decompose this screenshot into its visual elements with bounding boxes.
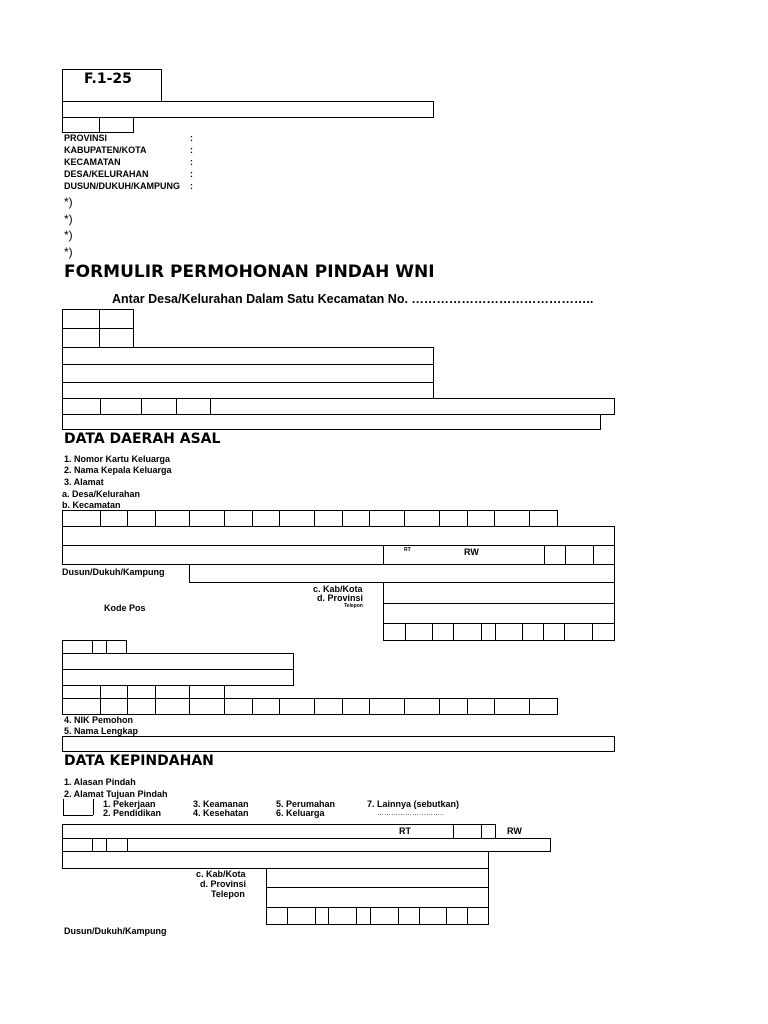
colon: : [190,169,193,179]
asterisk-note: *) [64,245,73,259]
reason-2: 2. Pendidikan [103,808,162,818]
colon: : [190,157,193,167]
label-kecamatan: KECAMATAN [64,157,121,167]
header-field[interactable] [62,101,434,118]
asal-dusun-label: Dusun/Dukuh/Kampung [62,567,165,577]
title-row[interactable] [62,347,434,365]
asal-item-3b: b. Kecamatan [62,500,121,510]
reason-5: 5. Perumahan [276,799,336,809]
reason-1: 1. Pekerjaan [103,799,156,809]
asal-item-1: 1. Nomor Kartu Keluarga [64,454,171,464]
tujuan-dusun-label: Dusun/Dukuh/Kampung [64,926,167,936]
title-row[interactable] [62,364,434,383]
asal-kab-field[interactable] [383,582,615,604]
section-heading-kepindahan: DATA KEPINDAHAN [64,753,214,769]
kepindahan-item-2: 2. Alamat Tujuan Pindah [64,789,168,799]
title-cell[interactable] [99,309,134,329]
asterisk-note: *) [64,228,73,242]
form-code: F.1-25 [84,71,132,87]
label-dusun: DUSUN/DUKUH/KAMPUNG [64,181,180,191]
asal-rw-label: RW [464,547,479,557]
asal-kodepos-label: Kode Pos [104,603,146,613]
kepala-keluarga-field[interactable] [62,526,615,546]
colon: : [190,145,193,155]
header-cell-2[interactable] [99,117,134,133]
asal-kab-label: c. Kab/Kota [313,584,363,594]
section-heading-asal: DATA DAERAH ASAL [64,431,221,447]
form-title: FORMULIR PERMOHONAN PINDAH WNI [64,262,435,282]
tujuan-row[interactable] [62,851,489,869]
tujuan-kab-label: c. Kab/Kota [196,869,246,879]
label-desa-kelurahan: DESA/KELURAHAN [64,169,149,179]
reason-4: 4. Kesehatan [193,808,249,818]
asal-extra-cells[interactable] [62,685,225,699]
asal-telepon-label: Telepon [344,603,363,609]
tujuan-prov-field[interactable] [266,887,489,908]
asal-extra-row[interactable] [62,669,294,686]
reason-6: 6. Keluarga [276,808,325,818]
nama-lengkap-field[interactable] [62,736,615,752]
title-cell[interactable] [99,328,134,348]
tujuan-prov-label: d. Provinsi [200,879,247,889]
asal-item-2: 2. Nama Kepala Keluarga [64,465,172,475]
tujuan-telepon-label: Telepon [211,889,245,899]
kepindahan-item-1: 1. Alasan Pindah [64,777,136,787]
nik-pemohon-field[interactable] [62,698,558,715]
asterisk-note: *) [64,195,73,209]
tujuan-telepon-field[interactable] [266,907,489,925]
asal-item-5: 5. Nama Lengkap [64,726,139,736]
tujuan-rt-label: RT [399,826,411,836]
colon: : [190,181,193,191]
title-cell[interactable] [62,309,100,329]
reason-7-dots: ……………………….. [377,810,444,817]
label-kabupaten-kota: KABUPATEN/KOTA [64,145,147,155]
asal-prov-field[interactable] [383,603,615,624]
title-row[interactable] [62,382,434,399]
asal-extra-row[interactable] [62,653,294,670]
kodepos-field[interactable] [62,640,127,654]
reason-7: 7. Lainnya (sebutkan) [367,799,460,809]
alamat-field[interactable] [62,545,615,565]
asal-telepon-field[interactable] [383,623,615,641]
reason-3: 3. Keamanan [193,799,249,809]
title-row[interactable] [62,414,601,430]
tujuan-kodepos-field[interactable] [62,838,551,852]
asal-rt-label: RT [404,547,411,553]
tujuan-rw-label: RW [507,826,522,836]
asal-item-3a: a. Desa/Kelurahan [62,489,141,499]
asal-item-3: 3. Alamat [64,477,104,487]
form-subtitle: Antar Desa/Kelurahan Dalam Satu Kecamatan No. …………………………………….. [112,292,594,306]
title-row-cells[interactable] [62,398,615,415]
alamat-tujuan-field[interactable] [62,824,496,839]
asal-item-4: 4. NIK Pemohon [64,715,134,725]
title-cell[interactable] [62,328,100,348]
tujuan-kab-field[interactable] [266,868,489,888]
colon: : [190,133,193,143]
label-provinsi: PROVINSI [64,133,108,143]
asterisk-note: *) [64,212,73,226]
asal-prov-label: d. Provinsi [317,593,364,603]
kk-number-field[interactable] [62,510,558,527]
header-cell-1[interactable] [62,117,100,133]
asal-dusun-field[interactable] [189,564,615,583]
